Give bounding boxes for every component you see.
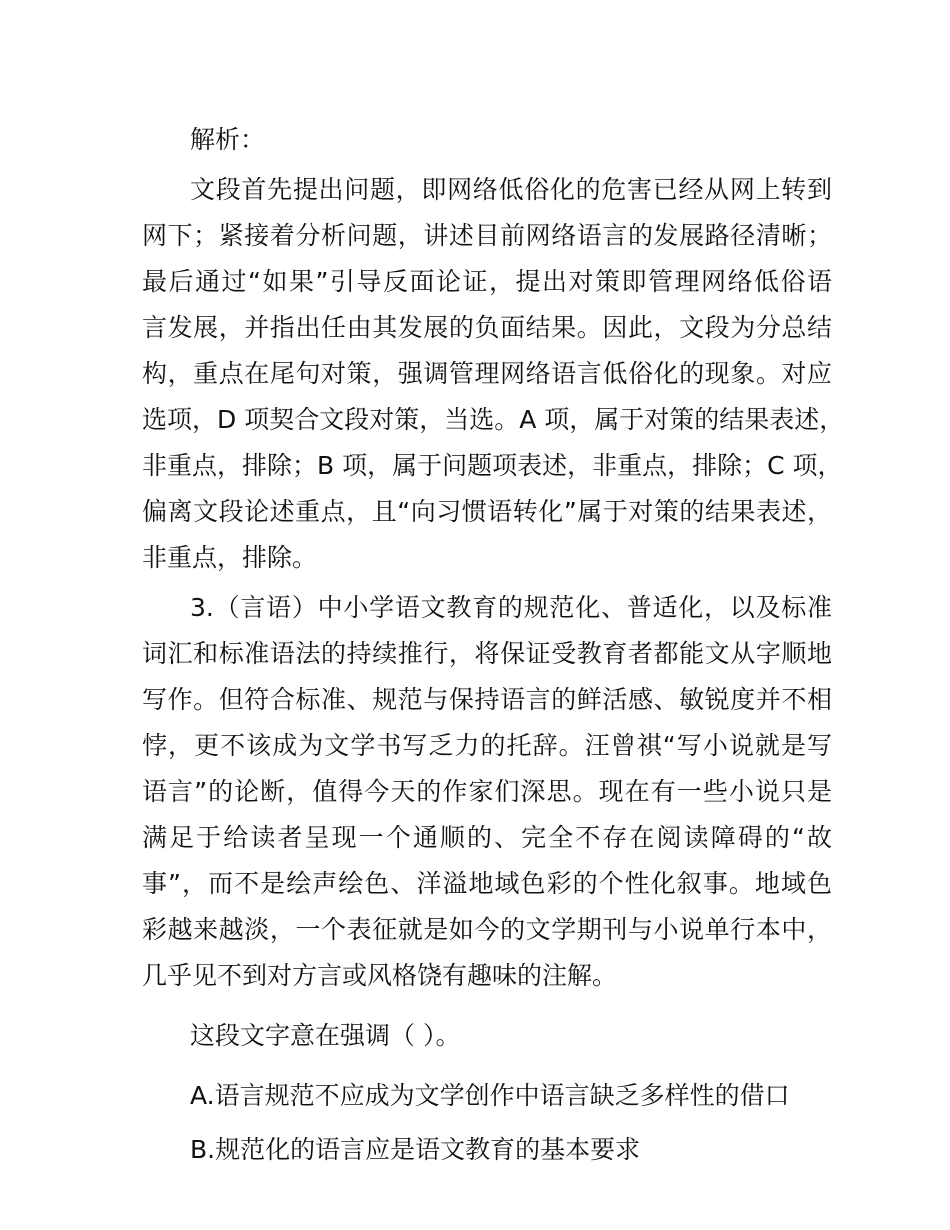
analysis-body-line: 选项，D 项契合文段对策，当选。A 项，属于对策的结果表述， [142, 405, 845, 434]
question-3-line: 事”，而不是绘声绘色、洋溢地域色彩的个性化叙事。地域色 [142, 869, 832, 898]
analysis-body-line: 文段首先提出问题，即网络低俗化的危害已经从网上转到 [190, 175, 832, 204]
question-3-line: 写作。但符合标准、规范与保持语言的鲜活感、敏锐度并不相 [142, 685, 832, 714]
analysis-body-line: 网下；紧接着分析问题，讲述目前网络语言的发展路径清晰； [142, 221, 832, 250]
question-prompt-line: 这段文字意在强调（ ）。 [190, 1021, 461, 1050]
question-3-line: 语言”的论断，值得今天的作家们深思。现在有一些小说只是 [142, 777, 832, 806]
question-3-line: 满足于给读者呈现一个通顺的、完全不存在阅读障碍的“故 [142, 823, 832, 852]
analysis-heading-line: 解析： [190, 125, 266, 154]
analysis-body-line: 非重点，排除。 [142, 543, 318, 572]
analysis-body-line: 偏离文段论述重点，且“向习惯语转化”属于对策的结果表述， [142, 497, 832, 526]
question-3-line: 几乎见不到对方言或风格饶有趣味的注解。 [142, 961, 618, 990]
question-3-line: 悖，更不该成为文学书写乏力的托辞。汪曾祺“写小说就是写 [142, 731, 832, 760]
analysis-body-line: 言发展，并指出任由其发展的负面结果。因此，文段为分总结 [142, 313, 832, 342]
option-b-line: B.规范化的语言应是语文教育的基本要求 [190, 1135, 641, 1164]
question-3-line: 词汇和标准语法的持续推行，将保证受教育者都能文从字顺地 [142, 639, 832, 668]
question-3-line: 彩越来越淡，一个表征就是如今的文学期刊与小说单行本中， [142, 915, 832, 944]
analysis-body-line: 非重点，排除；B 项，属于问题项表述，非重点，排除；C 项， [142, 451, 843, 480]
analysis-body-line: 最后通过“如果”引导反面论证，提出对策即管理网络低俗语 [142, 267, 832, 296]
analysis-body-line: 构，重点在尾句对策，强调管理网络语言低俗化的现象。对应 [142, 359, 832, 388]
option-a-line: A.语言规范不应成为文学创作中语言缺乏多样性的借口 [190, 1081, 790, 1110]
question-3-line: 3.（言语）中小学语文教育的规范化、普适化，以及标准 [190, 593, 832, 622]
